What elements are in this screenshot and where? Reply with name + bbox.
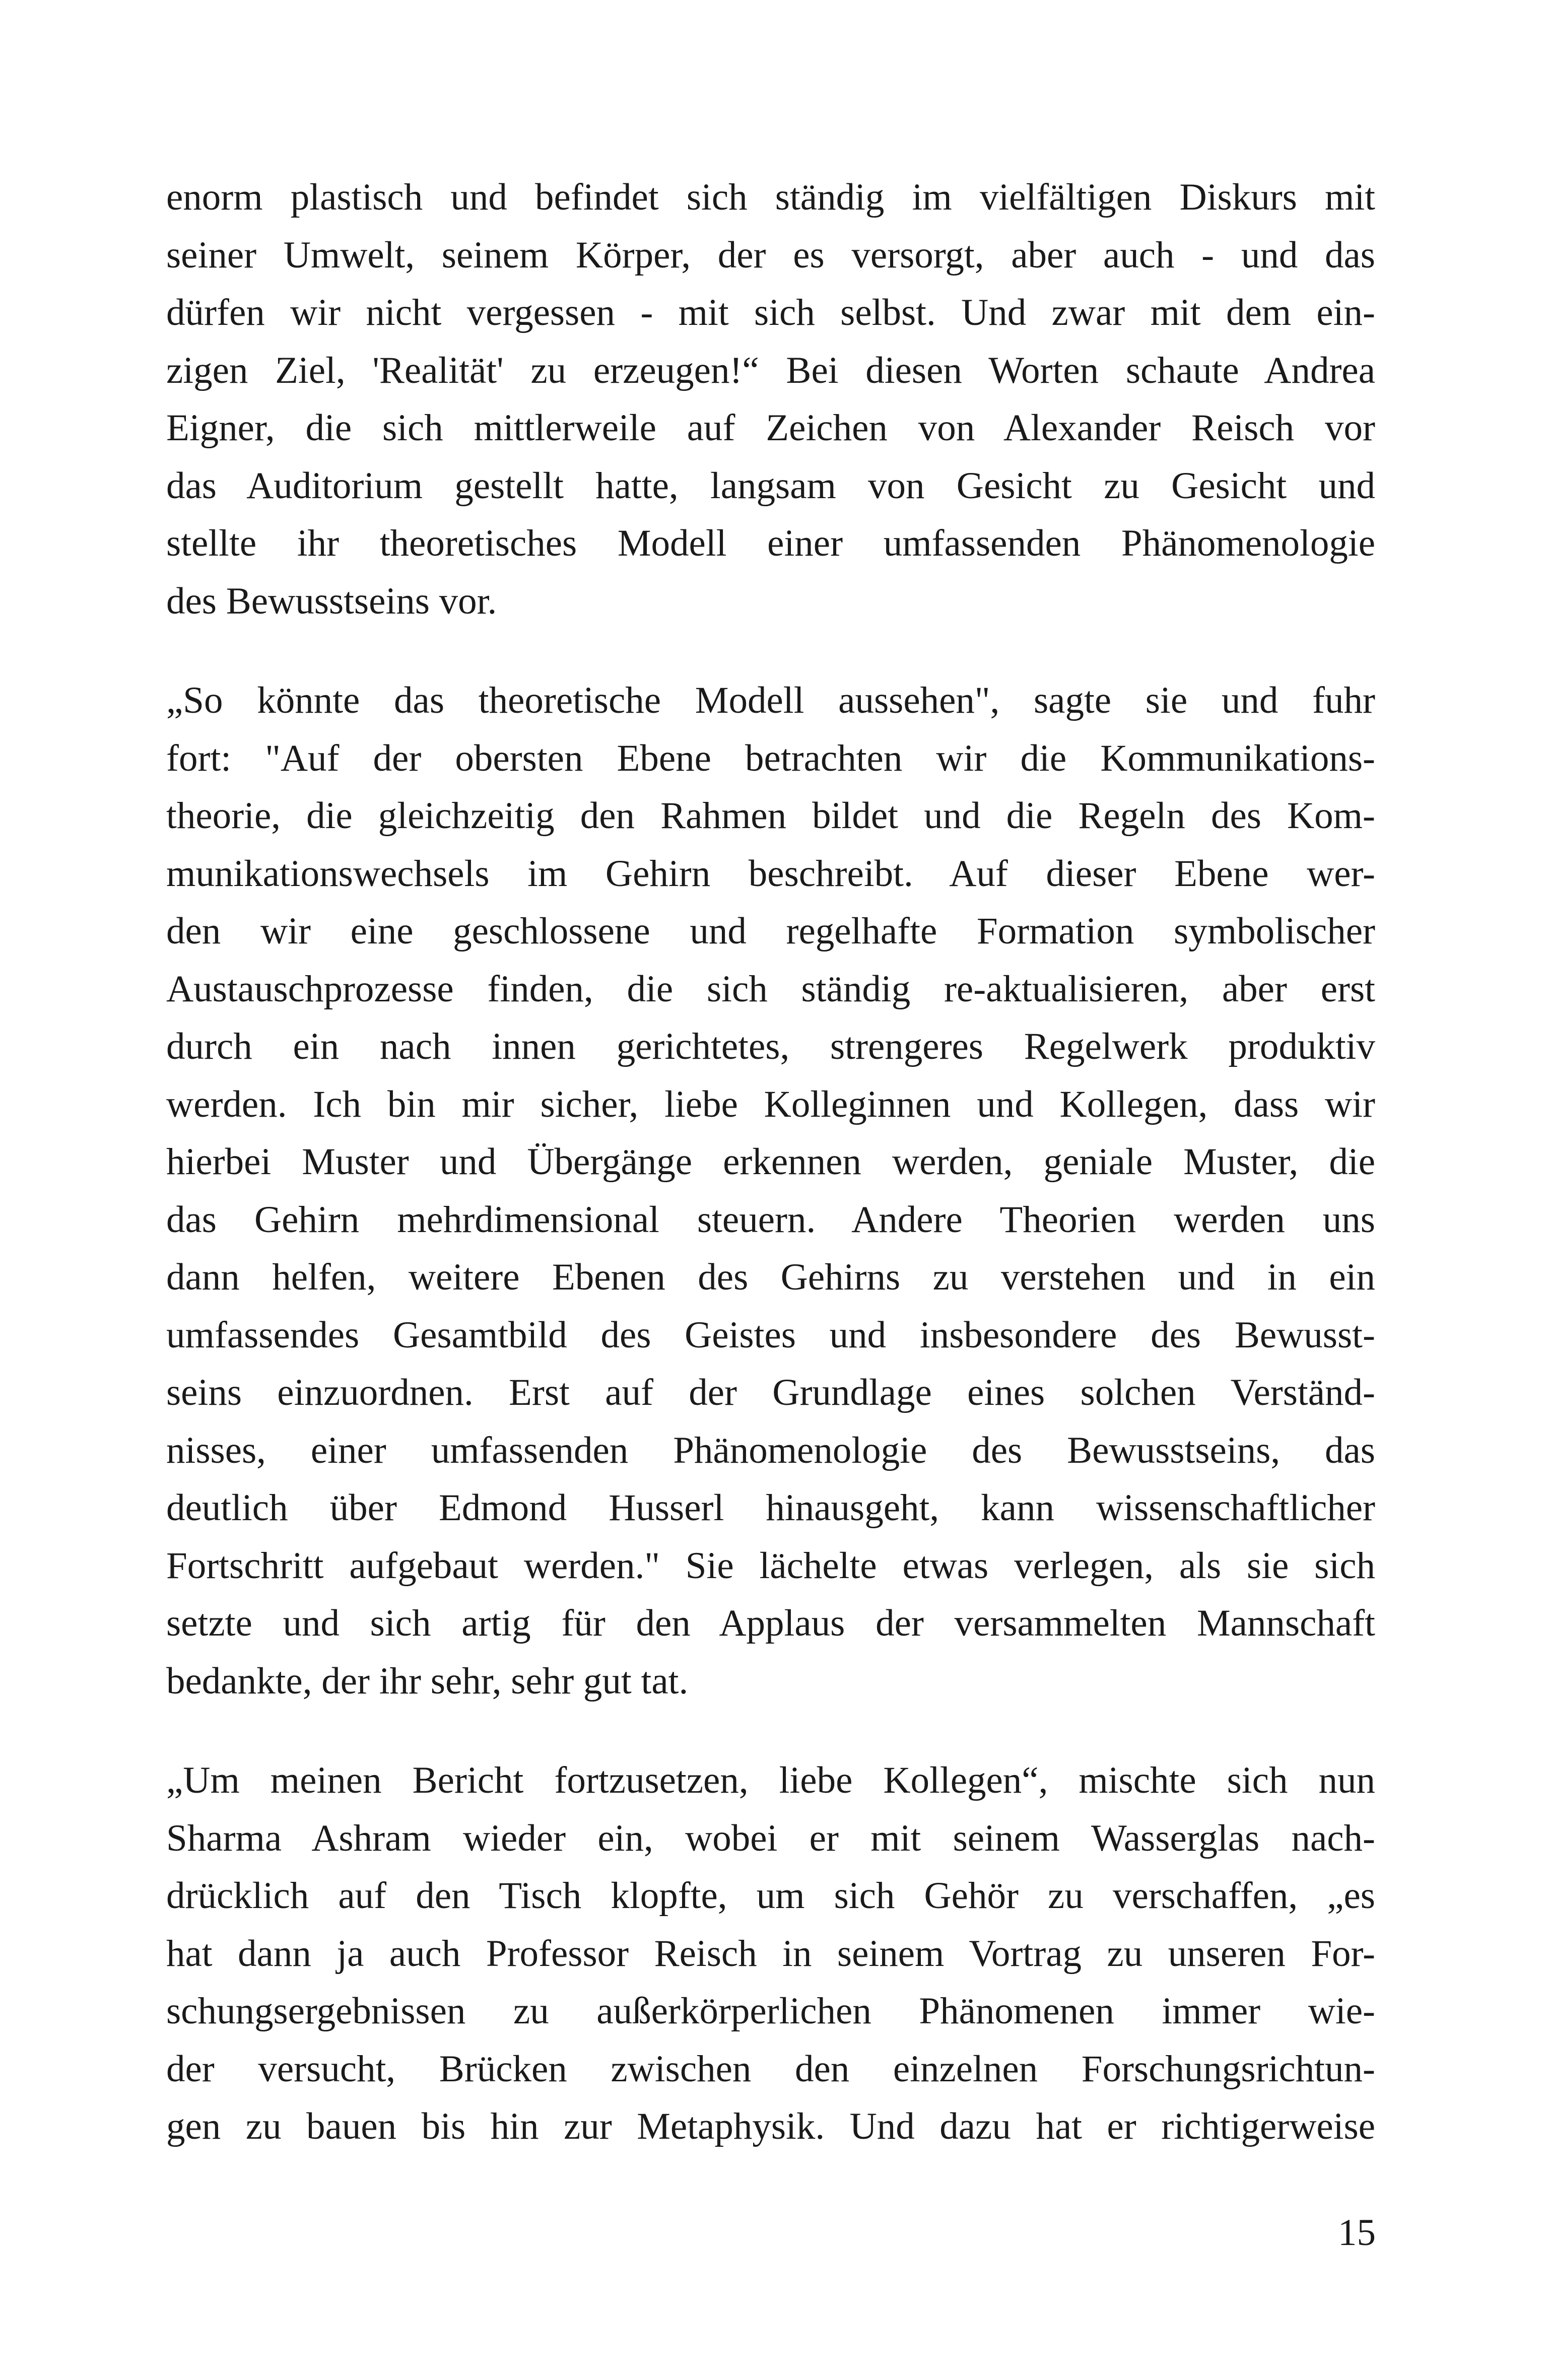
text-line: bedankte, der ihr sehr, sehr gut tat.	[166, 1660, 689, 1702]
text-line: umfassendes Gesamtbild des Geistes und insbesondere des Bewusst-	[166, 1314, 1375, 1356]
page-number: 15	[1338, 2212, 1376, 2254]
text-line: deutlich über Edmond Husserl hinausgeht, kann wissenschaftlicher	[166, 1487, 1375, 1529]
text-line: enorm plastisch und befindet sich ständig im vielfältigen Diskurs mit	[166, 176, 1375, 218]
text-line: durch ein nach innen gerichtetes, strengeres Regelwerk produktiv	[166, 1026, 1375, 1067]
text-line: das Auditorium gestellt hatte, langsam von Gesicht zu Gesicht und	[166, 464, 1375, 507]
text-line: das Gehirn mehrdimensional steuern. Andere Theorien werden uns	[166, 1198, 1375, 1241]
text-line: zigen Ziel, 'Realität' zu erzeugen!“ Bei diesen Worten schaute Andrea	[166, 349, 1375, 391]
paragraph	[166, 1752, 1375, 2156]
text-line: hierbei Muster und Übergänge erkennen werden, geniale Muster, die	[166, 1141, 1375, 1183]
paragraph	[166, 672, 1375, 1710]
text-line: des Bewusstseins vor.	[166, 580, 497, 622]
text-line: Fortschritt aufgebaut werden." Sie lächelte etwas verlegen, als sie sich	[166, 1544, 1375, 1587]
text-line: fort: "Auf der obersten Ebene betrachten wir die Kommunikations-	[166, 737, 1375, 779]
text-line: seins einzuordnen. Erst auf der Grundlage eines solchen Verständ-	[166, 1372, 1375, 1413]
text-line: den wir eine geschlossene und regelhafte Formation symbolischer	[166, 910, 1375, 952]
text-line: hat dann ja auch Professor Reisch in seinem Vortrag zu unseren For-	[166, 1932, 1375, 1975]
text-line: Austauschprozesse finden, die sich ständig re-aktualisieren, aber erst	[166, 968, 1375, 1010]
text-line: seiner Umwelt, seinem Körper, der es versorgt, aber auch - und das	[166, 234, 1375, 276]
paragraph-spacer	[166, 630, 1375, 672]
text-line: theorie, die gleichzeitig den Rahmen bildet und die Regeln des Kom-	[166, 795, 1375, 837]
text-line: dann helfen, weitere Ebenen des Gehirns zu verstehen und in ein	[166, 1256, 1375, 1298]
text-line: „So könnte das theoretische Modell aussehen", sagte sie und fuhr	[166, 679, 1375, 721]
paragraph	[166, 169, 1375, 630]
text-line: stellte ihr theoretisches Modell einer umfassenden Phänomenologie	[166, 522, 1375, 564]
text-line: Eigner, die sich mittlerweile auf Zeichen von Alexander Reisch vor	[166, 407, 1375, 449]
text-line: werden. Ich bin mir sicher, liebe Kolleginnen und Kollegen, dass wir	[166, 1083, 1375, 1125]
paragraph-spacer	[166, 1710, 1375, 1752]
text-line: dürfen wir nicht vergessen - mit sich selbst. Und zwar mit dem ein-	[166, 292, 1375, 333]
text-line: schungsergebnissen zu außerkörperlichen Phänomenen immer wie-	[166, 1990, 1375, 2032]
text-line: „Um meinen Bericht fortzusetzen, liebe Kollegen“, mischte sich nun	[166, 1759, 1375, 1801]
text-line: gen zu bauen bis hin zur Metaphysik. Und dazu hat er richtigerweise	[166, 2105, 1375, 2147]
text-line: munikationswechsels im Gehirn beschreibt. Auf dieser Ebene wer-	[166, 852, 1375, 895]
text-line: Sharma Ashram wieder ein, wobei er mit seinem Wasserglas nach-	[166, 1817, 1375, 1859]
text-line: der versucht, Brücken zwischen den einzelnen Forschungsrichtun-	[166, 2048, 1375, 2090]
text-line: drücklich auf den Tisch klopfte, um sich Gehör zu verschaffen, „es	[166, 1875, 1375, 1917]
text-line: setzte und sich artig für den Applaus der versammelten Mannschaft	[166, 1602, 1375, 1644]
text-line: nisses, einer umfassenden Phänomenologie des Bewusstseins, das	[166, 1429, 1375, 1471]
book-page-body	[166, 169, 1375, 2156]
